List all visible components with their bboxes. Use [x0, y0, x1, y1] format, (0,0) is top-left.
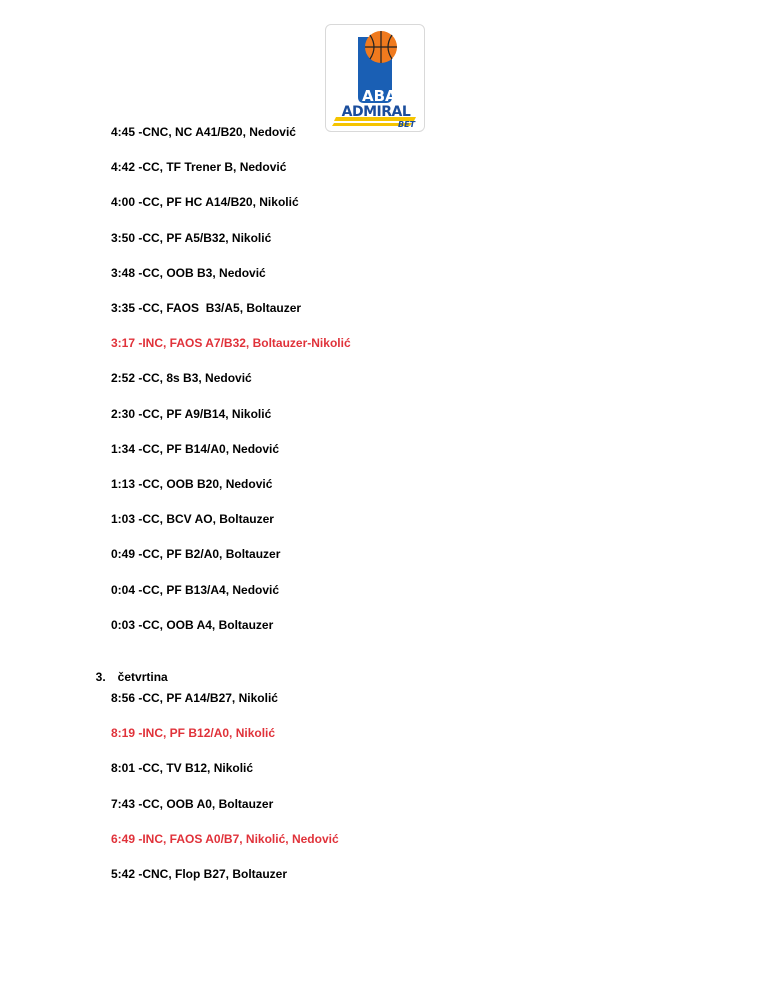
call-entry: 4:45 -CNC, NC A41/B20, Nedović	[111, 125, 296, 139]
call-entry: 1:13 -CC, OOB B20, Nedović	[111, 477, 273, 491]
call-entry: 0:03 -CC, OOB A4, Boltauzer	[111, 617, 274, 632]
call-entry: 2:30 -CC, PF A9/B14, Nikolić	[111, 406, 272, 421]
call-entry: 8:56 -CC, PF A14/B27, Nikolić	[111, 691, 278, 705]
call-entry: 6:49 -INC, FAOS A0/B7, Nikolić, Nedović	[111, 831, 339, 846]
call-entry: 4:00 -CC, PF HC A14/B20, Nikolić	[111, 195, 299, 210]
call-entry: 8:19 -INC, PF B12/A0, Nikolić	[111, 726, 276, 741]
call-entry: 3:50 -CC, PF A5/B32, Nikolić	[111, 230, 272, 245]
call-entry: 0:04 -CC, PF B13/A4, Nedović	[111, 582, 280, 597]
call-entry: 1:03 -CC, BCV AO, Boltauzer	[111, 512, 274, 527]
logo-bet-text: BET	[398, 120, 416, 129]
quarter-number: 3.	[95, 670, 106, 684]
call-entry: 3:48 -CC, OOB B3, Nedović	[111, 265, 266, 280]
logo-aba-text: ABA	[362, 87, 397, 105]
call-entry: 8:01 -CC, TV B12, Nikolić	[111, 761, 254, 776]
call-entry: 3:35 -CC, FAOS B3/A5, Boltauzer	[111, 301, 302, 315]
call-entry: 0:49 -CC, PF B2/A0, Boltauzer	[111, 547, 281, 562]
logo-admiral-text: ADMIRAL	[341, 104, 411, 120]
call-entry: 7:43 -CC, OOB A0, Boltauzer	[111, 796, 274, 811]
call-entry: 3:17 -INC, FAOS A7/B32, Boltauzer-Nikolić	[111, 336, 351, 351]
call-entry: 1:34 -CC, PF B14/A0, Nedović	[111, 441, 280, 456]
call-entry: 5:42 -CNC, Flop B27, Boltauzer	[111, 867, 288, 881]
call-entry: 2:52 -CC, 8s B3, Nedović	[111, 371, 252, 386]
call-entry: 4:42 -CC, TF Trener B, Nedović	[111, 160, 287, 175]
quarter-label: četvrtina	[117, 670, 168, 684]
quarter-heading	[89, 656, 168, 684]
aba-admiral-bet-logo	[325, 24, 425, 132]
